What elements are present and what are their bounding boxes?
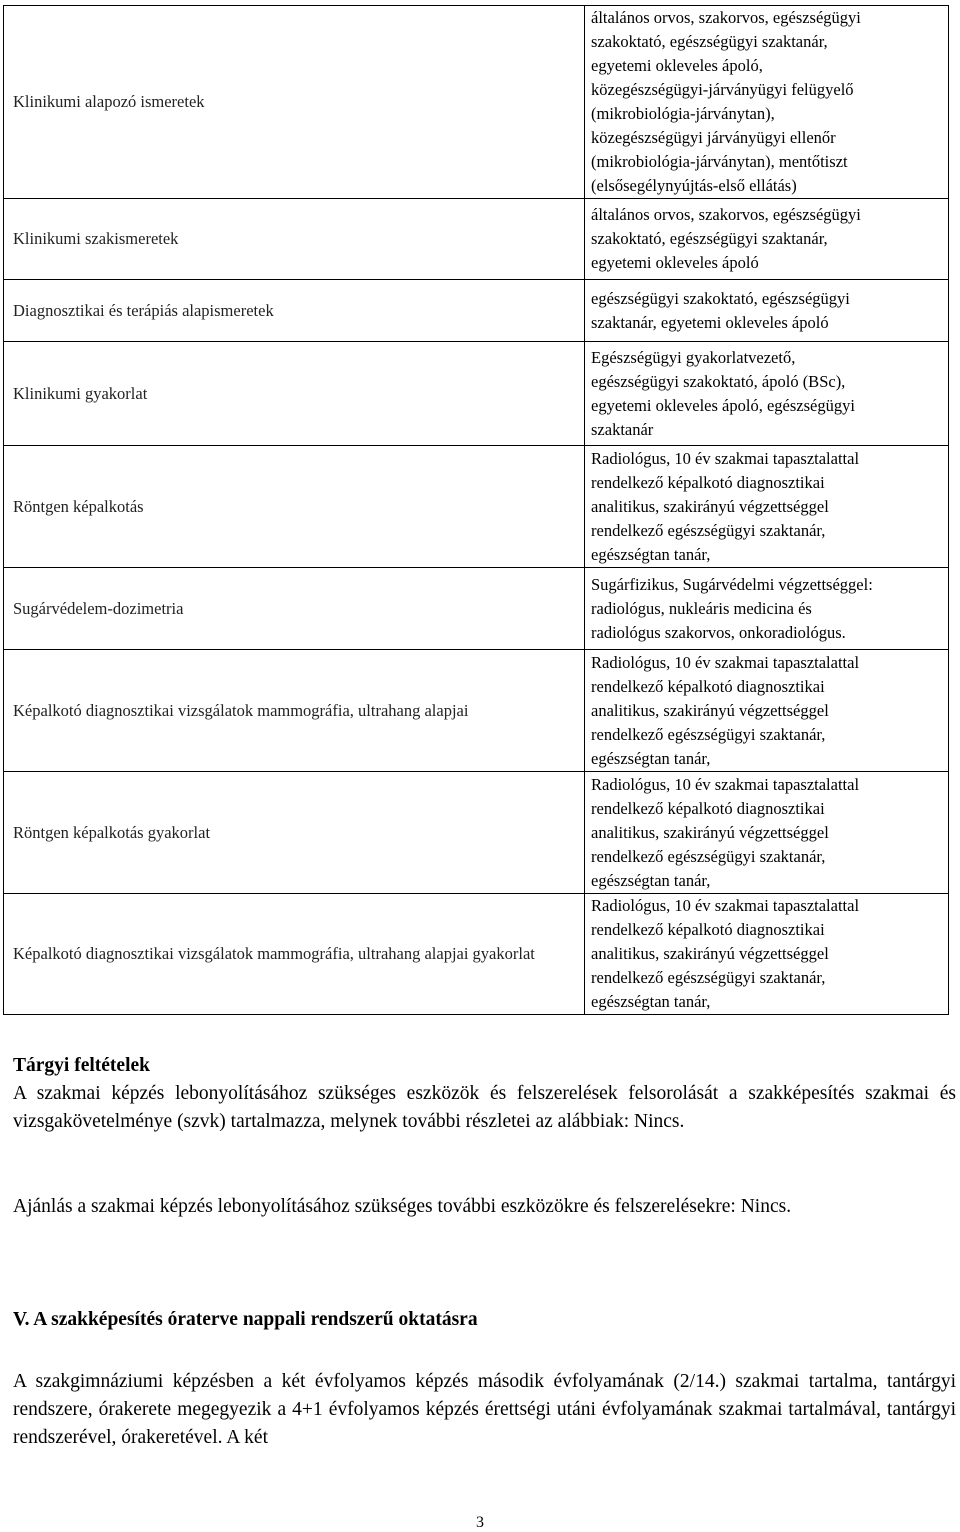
qualification-line: rendelkező képalkotó diagnosztikai [591,472,825,492]
subject-cell: Diagnosztikai és terápiás alapismeretek [4,280,585,342]
qualification-line: rendelkező egészségügyi szaktanár, [591,846,826,866]
table-row [4,772,949,894]
subject-cell: Képalkotó diagnosztikai vizsgálatok mammográfia, ultrahang alapjai [4,650,585,772]
qualification-line: egészségügyi szakoktató, ápoló (BSc), [591,371,846,391]
targyi-recommendation: Ajánlás a szakmai képzés lebonyolításához szükséges további eszközökre és felszerelésekre: Nincs. [13,1196,792,1217]
qualification-line: általános orvos, szakorvos, egészségügyi [591,205,861,224]
subject-cell: Sugárvédelem-dozimetria [4,568,585,650]
qualification-line: egészségtan tanár, [591,870,711,890]
page-number: 3 [476,1514,484,1531]
qualification-line: Sugárfizikus, Sugárvédelmi végzettséggel: [591,574,873,594]
section-v-heading: V. A szakképesítés óraterve nappali rendszerű oktatásra [13,1309,478,1330]
qualification-cell [585,568,949,650]
qualification-line: Radiológus, 10 év szakmai tapasztalattal [591,448,860,468]
table-row [4,650,949,772]
table-row [4,6,949,199]
targyi-heading: Tárgyi feltételek [13,1055,150,1076]
qualification-line: Radiológus, 10 év szakmai tapasztalattal [591,774,860,794]
qualification-line: radiológus, nukleáris medicina és [591,598,812,618]
qualification-line: szakoktató, egészségügyi szaktanár, [591,32,828,51]
qualification-line: (mikrobiológia-járványtan), [591,104,775,123]
qualification-line: rendelkező egészségügyi szaktanár, [591,520,826,540]
qualification-line: közegészségügyi járványügyi ellenőr [591,128,836,147]
subject-cell: Röntgen képalkotás gyakorlat [4,772,585,894]
qualification-cell [585,772,949,894]
table-row [4,568,949,650]
qualification-cell [585,199,949,280]
subject-cell: Klinikumi szakismeretek [4,199,585,280]
qualification-line: Radiológus, 10 év szakmai tapasztalattal [591,896,860,915]
table-row [4,894,949,1015]
subject-qualification-table [3,5,949,1015]
qualification-line: egyetemi okleveles ápoló, [591,56,763,75]
subject-cell: Klinikumi alapozó ismeretek [4,6,585,199]
subject-cell: Klinikumi gyakorlat [4,342,585,446]
section-v-body: A szakgimnáziumi képzésben a két évfolyamos képzés második évfolyamának (2/14.) szakmai tartalma, tantárgyi rendszere, órakerete megegyezik a 4+1 évfolyamos képzés érettségi utáni évfolyamának szakmai tartalmával, tantárgyi rendszerével, órakeretével. A két [13,1371,956,1448]
subject-cell: Képalkotó diagnosztikai vizsgálatok mammográfia, ultrahang alapjai gyakorlat [4,894,585,1015]
table-row [4,280,949,342]
qualification-line: rendelkező képalkotó diagnosztikai [591,920,825,939]
qualification-line: rendelkező képalkotó diagnosztikai [591,798,825,818]
targyi-body: A szakmai képzés lebonyolításához szükséges eszközök és felszerelések felsorolását a szakképesítés szakmai és vizsgakövetelménye (szvk) tartalmazza, melynek további részletei az alábbiak: Nincs. [13,1083,956,1132]
qualification-cell [585,650,949,772]
qualification-line: egészségtan tanár, [591,748,711,768]
table-row [4,199,949,280]
qualification-line: szaktanár, egyetemi okleveles ápoló [591,312,829,332]
table-row [4,342,949,446]
qualification-cell [585,446,949,568]
qualification-line: (mikrobiológia-járványtan), mentőtiszt [591,152,848,171]
qualification-line: rendelkező egészségügyi szaktanár, [591,968,826,987]
qualification-line: egészségtan tanár, [591,992,711,1011]
qualification-cell [585,6,949,199]
qualification-line: analitikus, szakirányú végzettséggel [591,822,829,842]
qualification-line: Egészségügyi gyakorlatvezető, [591,347,796,367]
qualification-line: közegészségügyi-járványügyi felügyelő [591,80,854,99]
qualification-line: radiológus szakorvos, onkoradiológus. [591,622,846,642]
subject-cell: Röntgen képalkotás [4,446,585,568]
qualification-line: általános orvos, szakorvos, egészségügyi [591,8,861,27]
qualification-line: egészségügyi szakoktató, egészségügyi [591,288,850,308]
qualification-line: szakoktató, egészségügyi szaktanár, [591,229,828,248]
qualification-line: egyetemi okleveles ápoló, egészségügyi [591,395,855,415]
qualification-cell [585,342,949,446]
qualification-line: szaktanár [591,419,654,439]
qualification-line: rendelkező képalkotó diagnosztikai [591,676,825,696]
qualification-line: analitikus, szakirányú végzettséggel [591,700,829,720]
qualification-cell [585,280,949,342]
qualification-line: egyetemi okleveles ápoló [591,253,759,272]
table-row [4,446,949,568]
qualification-line: Radiológus, 10 év szakmai tapasztalattal [591,652,860,672]
qualification-line: rendelkező egészségügyi szaktanár, [591,724,826,744]
qualification-cell [585,894,949,1015]
qualification-line: analitikus, szakirányú végzettséggel [591,944,829,963]
qualification-line: egészségtan tanár, [591,544,711,564]
qualification-line: analitikus, szakirányú végzettséggel [591,496,829,516]
qualification-line: (elsősegélynyújtás-első ellátás) [591,176,797,195]
